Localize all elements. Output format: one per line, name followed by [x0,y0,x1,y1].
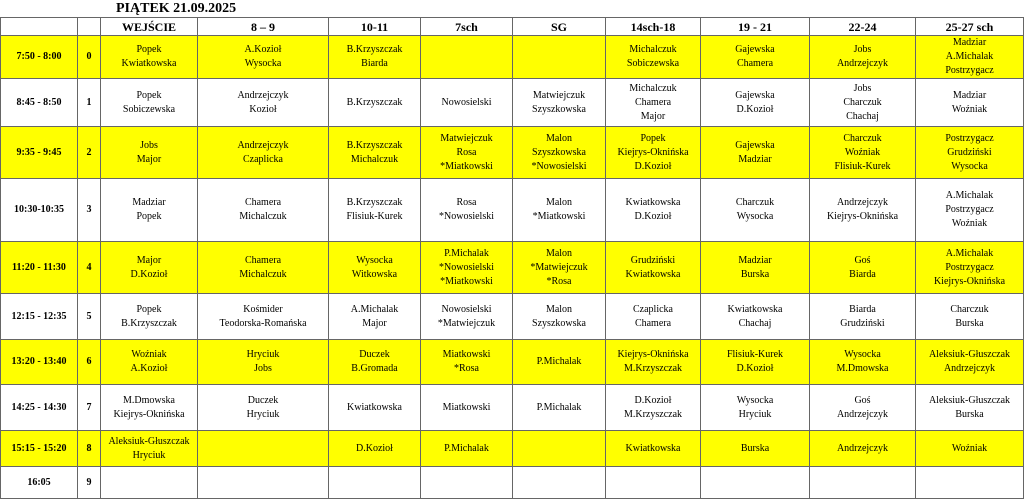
teacher-name: Goś [854,254,871,266]
teacher-name: P.Michalak [444,442,489,454]
teacher-name: Flisiuk-Kurek [346,211,403,222]
teacher-name: Wysocka [951,160,988,172]
teacher-name: Duczek [359,349,390,360]
duty-cell [329,179,421,242]
teacher-name: Grudziński [947,146,992,158]
duty-cell [329,127,421,179]
duty-cell [810,340,916,385]
teacher-name: Madziar [132,197,166,208]
teacher-name: Andrzejczyk [836,442,889,454]
teacher-name: *Miatkowski [532,211,586,222]
duty-cell [606,431,701,467]
header-blank-cell [78,18,101,36]
teacher-name: D.Kozioł [634,211,672,222]
teacher-name: Popek [136,303,162,315]
duty-cell [701,79,810,127]
teacher-name: Burska [955,317,984,329]
teacher-name: Wysocka [844,349,881,360]
teacher-name: Matwiejczuk [440,132,493,144]
teacher-name: Madziar [738,153,772,165]
teacher-name: Chamera [244,197,282,208]
teacher-name: D.Kozioł [356,442,393,454]
duty-cell [513,294,606,340]
duty-cell [101,127,198,179]
teacher-name: Kiejrys-Oknińska [113,408,185,420]
teacher-name: Michalczuk [239,268,287,280]
duty-cell [513,431,606,467]
teacher-name: A.Michalak [350,303,399,315]
duty-cell [701,242,810,294]
duty-cell [916,385,1024,431]
teacher-name: Goś [854,394,871,406]
duty-cell [916,127,1024,179]
teacher-name: Charczuk [843,96,882,108]
duty-cell [101,431,198,467]
teacher-name: *Nowosielski [531,160,587,172]
duty-cell [329,79,421,127]
duty-cell [606,385,701,431]
duty-cell [701,385,810,431]
duty-cell [421,79,513,127]
teacher-name: Malon [545,247,573,259]
teacher-name: A.Kozioł [130,363,168,374]
teacher-name: A.Michalak [945,51,994,62]
duty-cell [701,36,810,79]
break-time: 8:45 - 8:50 [1,79,78,127]
duty-cell [916,294,1024,340]
teacher-name: Andrzejczyk [943,363,996,374]
teacher-name: Malon [545,197,573,208]
schedule-row [1,179,1024,242]
teacher-name: M.Krzyszczak [623,408,683,420]
break-time: 13:20 - 13:40 [1,340,78,385]
duty-cell [810,467,916,499]
page-title: PIĄTEK 21.09.2025 [116,1,237,16]
schedule-row [1,36,1024,79]
duty-cell [101,294,198,340]
teacher-name: Gajewska [735,44,775,55]
teacher-name: Grudziński [630,254,676,266]
break-number: 1 [78,79,101,127]
break-time: 10:30-10:35 [1,179,78,242]
duty-schedule-table [0,17,1024,499]
teacher-name: Andrzejczyk [836,197,889,208]
schedule-row [1,340,1024,385]
teacher-name: Woźniak [951,103,988,115]
teacher-name: Chachaj [846,110,879,122]
schedule-row [1,385,1024,431]
teacher-name: Flisiuk-Kurek [726,349,784,360]
teacher-name: B.Krzyszczak [346,44,403,55]
teacher-name: Postrzygacz [945,261,994,273]
duty-cell [421,36,513,79]
teacher-name: Woźniak [131,349,167,360]
teacher-name: Postrzygacz [945,204,994,215]
duty-cell [701,431,810,467]
teacher-name: Jobs [254,363,272,374]
duty-cell [606,242,701,294]
duty-cell [198,431,329,467]
break-number: 6 [78,340,101,385]
column-header: 22-24 [810,18,916,36]
duty-cell [810,385,916,431]
teacher-name: Chamera [634,96,672,108]
break-number: 9 [78,467,101,499]
duty-cell [916,79,1024,127]
teacher-name: Jobs [853,44,872,55]
column-header: 14sch-18 [606,18,701,36]
teacher-name: Flisiuk-Kurek [834,160,891,172]
break-number: 0 [78,36,101,79]
teacher-name: P.Michalak [536,356,582,367]
teacher-name: B.Krzyszczak [346,96,403,108]
break-number: 8 [78,431,101,467]
teacher-name: Grudziński [840,317,885,329]
teacher-name: Aleksiuk-Głuszczak [928,349,1011,360]
teacher-name: Kwiatkowska [347,401,402,413]
teacher-name: Kwiatkowska [625,197,681,208]
teacher-name: Szyszkowska [532,103,586,115]
teacher-name: Aleksiuk-Głuszczak [928,394,1011,406]
duty-cell [198,242,329,294]
teacher-name: Malon [545,303,573,315]
teacher-name: B.Krzyszczak [346,197,403,208]
schedule-row [1,242,1024,294]
duty-cell [513,179,606,242]
duty-cell [198,36,329,79]
teacher-name: Duczek [247,394,279,406]
teacher-name: A.Michalak [945,190,994,201]
duty-cell [421,385,513,431]
duty-cell [606,340,701,385]
teacher-name: Madziar [952,89,987,101]
teacher-name: Rosa [456,197,477,208]
duty-cell [198,127,329,179]
teacher-name: Wysocka [356,254,393,266]
teacher-name: Kwiatkowska [727,303,783,315]
teacher-name: Wysocka [244,58,282,69]
duty-cell [606,179,701,242]
duty-cell [101,36,198,79]
column-header: 10-11 [329,18,421,36]
break-time: 7:50 - 8:00 [1,36,78,79]
teacher-name: D.Kozioł [634,160,672,172]
teacher-name: Aleksiuk-Głuszczak [108,435,190,447]
teacher-name: Kwiatkowska [121,58,177,69]
teacher-name: Miatkowski [442,401,491,413]
duty-cell [916,467,1024,499]
duty-cell [101,340,198,385]
duty-cell [810,79,916,127]
schedule-row [1,79,1024,127]
teacher-name: Michalczuk [629,44,677,55]
teacher-name: D.Kozioł [634,394,672,406]
teacher-name: Woźniak [844,146,881,158]
duty-cell [198,294,329,340]
teacher-name: Kiejrys-Oknińska [617,349,689,360]
teacher-name: Charczuk [950,303,989,315]
duty-cell [329,385,421,431]
teacher-name: Hryciuk [246,408,280,420]
column-header: 19 - 21 [701,18,810,36]
duty-cell [198,385,329,431]
column-header: 8 – 9 [198,18,329,36]
schedule-body [1,36,1024,499]
duty-cell [606,79,701,127]
duty-cell [101,467,198,499]
teacher-name: Kwiatkowska [625,442,681,454]
duty-cell [701,467,810,499]
teacher-name: Michalczuk [239,211,287,222]
duty-cell [421,467,513,499]
teacher-name: Gajewska [735,89,775,101]
teacher-name: Michalczuk [350,153,399,165]
duty-cell [198,340,329,385]
teacher-name: Postrzygacz [945,65,994,76]
duty-cell [606,467,701,499]
teacher-name: Sobiczewska [122,103,176,115]
duty-cell [198,467,329,499]
teacher-name: Woźniak [951,442,988,454]
duty-cell [329,294,421,340]
teacher-name: Hryciuk [132,449,166,461]
teacher-name: Popek [136,44,162,55]
duty-cell [606,36,701,79]
break-number: 2 [78,127,101,179]
teacher-name: Nowosielski [441,96,492,108]
teacher-name: D.Kozioł [736,103,774,115]
schedule-row [1,294,1024,340]
duty-cell [513,242,606,294]
duty-cell [810,36,916,79]
duty-cell [101,242,198,294]
teacher-name: Kiejrys-Oknińska [617,146,689,158]
column-header: WEJŚCIE [101,18,198,36]
teacher-name: B.Gromada [351,363,398,374]
teacher-name: M.Krzyszczak [623,363,683,374]
teacher-name: *Rosa [454,363,479,374]
column-header: 25-27 sch [916,18,1024,36]
duty-cell [421,242,513,294]
teacher-name: Andrzejczyk [836,408,889,420]
teacher-name: Major [640,110,666,122]
teacher-name: Kwiatkowska [625,268,681,280]
teacher-name: Major [136,153,162,165]
teacher-name: *Nowosielski [439,211,494,222]
duty-cell [810,242,916,294]
duty-cell [916,242,1024,294]
teacher-name: Hryciuk [738,408,772,420]
break-number: 7 [78,385,101,431]
break-time: 16:05 [1,467,78,499]
teacher-name: B.Krzyszczak [121,317,177,329]
teacher-name: Chamera [244,254,282,266]
teacher-name: Burska [740,268,770,280]
teacher-name: Nowosielski [441,303,492,315]
break-time: 15:15 - 15:20 [1,431,78,467]
column-header: SG [513,18,606,36]
teacher-name: Szyszkowska [532,146,586,158]
duty-cell [101,385,198,431]
duty-cell [701,294,810,340]
teacher-name: Biarda [849,303,876,315]
teacher-name: M.Dmowska [123,394,175,406]
teacher-name: Burska [740,442,770,454]
teacher-name: Biarda [361,58,388,69]
teacher-name: Malon [545,132,573,144]
teacher-name: Witkowska [351,268,398,280]
teacher-name: Czaplicka [633,303,673,315]
teacher-name: Chamera [634,317,672,329]
duty-cell [101,79,198,127]
teacher-name: Charczuk [735,197,775,208]
teacher-name: A.Kozioł [244,44,282,55]
column-header: 7sch [421,18,513,36]
schedule-row [1,127,1024,179]
teacher-name: Matwiejczuk [532,89,586,101]
duty-cell [701,340,810,385]
teacher-name: Kozioł [249,103,277,115]
duty-cell [421,127,513,179]
break-number: 4 [78,242,101,294]
teacher-name: Chamera [736,58,774,69]
duty-cell [810,179,916,242]
teacher-name: Szyszkowska [532,317,586,329]
teacher-name: D.Kozioł [130,268,168,280]
duty-cell [198,179,329,242]
teacher-name: Michalczuk [629,82,677,94]
teacher-name: Gajewska [735,139,775,151]
teacher-name: *Matwiejczuk [530,261,588,273]
teacher-name: Kiejrys-Oknińska [933,275,1006,287]
duty-cell [916,36,1024,79]
duty-cell [421,431,513,467]
teacher-name: Sobiczewska [626,58,680,69]
schedule-row [1,467,1024,499]
teacher-name: Czaplicka [243,153,283,165]
duty-cell [513,127,606,179]
duty-cell [329,340,421,385]
duty-cell [701,127,810,179]
teacher-name: P.Michalak [444,247,489,259]
teacher-name: Andrzejczyk [237,139,289,151]
duty-cell [810,127,916,179]
schedule-row [1,431,1024,467]
break-time: 14:25 - 14:30 [1,385,78,431]
teacher-name: Rosa [456,146,477,158]
teacher-name: *Nowosielski [439,261,494,273]
teacher-name: D.Kozioł [736,363,774,374]
duty-cell [421,340,513,385]
duty-cell [916,340,1024,385]
teacher-name: Kośmider [243,303,283,315]
duty-cell [513,467,606,499]
duty-cell [421,179,513,242]
duty-cell [329,242,421,294]
teacher-name: Madziar [952,37,987,48]
teacher-name: Postrzygacz [945,132,994,144]
header-blank-cell [1,18,78,36]
break-number: 3 [78,179,101,242]
teacher-name: Burska [955,408,984,420]
duty-cell [513,79,606,127]
duty-cell [329,36,421,79]
break-time: 9:35 - 9:45 [1,127,78,179]
teacher-name: B.Krzyszczak [346,139,403,151]
teacher-name: Andrzejczyk [237,89,289,101]
teacher-name: Kiejrys-Oknińska [826,211,899,222]
break-time: 12:15 - 12:35 [1,294,78,340]
duty-cell [606,127,701,179]
teacher-name: Chachaj [738,317,772,329]
duty-cell [329,431,421,467]
teacher-name: Major [362,317,387,329]
teacher-name: P.Michalak [536,401,582,413]
duty-cell [513,36,606,79]
duty-cell [810,294,916,340]
teacher-name: *Miatkowski [440,275,493,287]
teacher-name: Jobs [140,139,158,151]
teacher-name: Biarda [849,268,876,280]
teacher-name: M.Dmowska [836,363,889,374]
teacher-name: Charczuk [843,132,882,144]
teacher-name: Wysocka [736,394,774,406]
duty-cell [810,431,916,467]
duty-cell [916,431,1024,467]
break-time: 11:20 - 11:30 [1,242,78,294]
duty-cell [513,385,606,431]
teacher-name: Popek [136,211,162,222]
teacher-name: Popek [640,132,666,144]
teacher-name: Madziar [738,254,772,266]
teacher-name: A.Michalak [945,247,994,259]
teacher-name: Jobs [853,82,872,94]
teacher-name: Miatkowski [442,349,491,360]
teacher-name: *Miatkowski [440,160,493,172]
teacher-name: Woźniak [951,218,988,229]
teacher-name: Major [136,254,162,266]
teacher-name: Andrzejczyk [836,58,889,69]
duty-cell [916,179,1024,242]
duty-cell [198,79,329,127]
teacher-name: Wysocka [736,211,774,222]
duty-cell [513,340,606,385]
duty-cell [606,294,701,340]
teacher-name: *Matwiejczuk [437,317,496,329]
duty-cell [421,294,513,340]
teacher-name: *Rosa [546,275,572,287]
duty-cell [329,467,421,499]
teacher-name: Hryciuk [246,349,280,360]
teacher-name: Teodorska-Romańska [219,317,307,329]
break-number: 5 [78,294,101,340]
teacher-name: Popek [136,89,162,101]
header-row [1,18,1024,36]
duty-cell [101,179,198,242]
duty-cell [701,179,810,242]
